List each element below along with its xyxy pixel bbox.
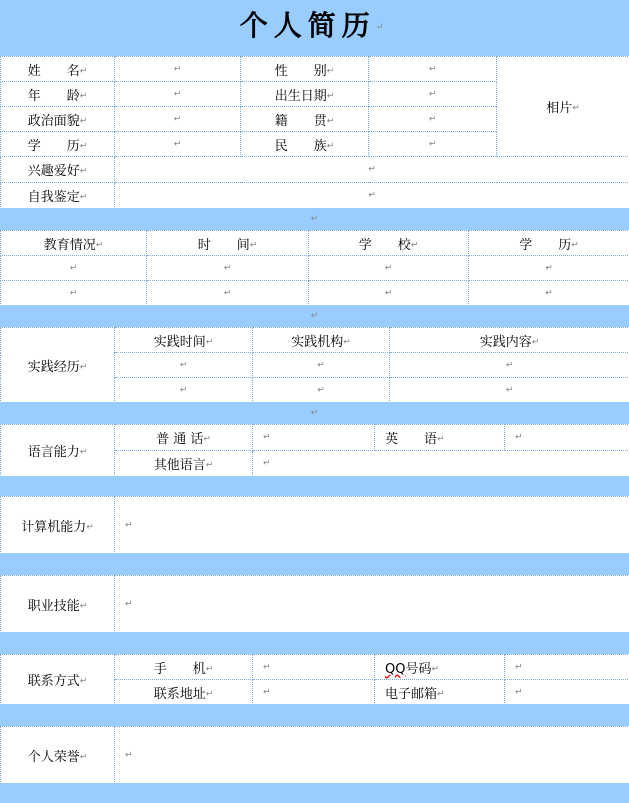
skills-label: 职业技能↵ [1, 576, 115, 633]
mandarin-field[interactable]: ↵ [253, 425, 375, 451]
practice-label: 实践经历↵ [1, 328, 115, 403]
section-separator [0, 553, 629, 575]
section-separator: ↵ [0, 208, 629, 230]
practice-org-header: 实践机构↵ [253, 328, 390, 353]
education-school-header: 学 校↵ [309, 231, 469, 256]
honors-label: 个人荣誉↵ [1, 727, 115, 784]
computer-label: 计算机能力↵ [1, 497, 115, 554]
phone-label: 手 机↵ [115, 655, 253, 680]
practice-time-header: 实践时间↵ [115, 328, 253, 353]
section-separator [0, 476, 629, 496]
qq-field[interactable]: ↵ [505, 655, 629, 680]
education-cell[interactable]: ↵ [469, 281, 629, 306]
honors-table [0, 726, 629, 784]
practice-cell[interactable]: ↵ [253, 353, 390, 378]
section-separator [0, 704, 629, 726]
practice-cell[interactable]: ↵ [390, 353, 629, 378]
education-cell[interactable]: ↵ [147, 256, 309, 281]
education-degree-header: 学 历↵ [469, 231, 629, 256]
politics-label: 政治面貌↵ [1, 107, 115, 132]
honors-field[interactable]: ↵ [115, 727, 629, 784]
contact-label: 联系方式↵ [1, 655, 115, 705]
practice-cell[interactable]: ↵ [115, 353, 253, 378]
practice-cell[interactable]: ↵ [390, 378, 629, 403]
other-language-label: 其他语言↵ [115, 451, 253, 477]
politics-field[interactable]: ↵ [115, 107, 241, 132]
age-field[interactable]: ↵ [115, 82, 241, 107]
basic-info-table [0, 56, 629, 209]
practice-table [0, 327, 629, 403]
other-language-field[interactable]: ↵ [253, 451, 629, 477]
education-cell[interactable]: ↵ [147, 281, 309, 306]
phone-field[interactable]: ↵ [253, 655, 375, 680]
gender-field[interactable]: ↵ [369, 57, 497, 82]
education-cell[interactable]: ↵ [309, 281, 469, 306]
photo-cell[interactable]: 相片↵ [497, 57, 629, 157]
education-time-header: 时 间↵ [147, 231, 309, 256]
gender-label: 性 别↵ [241, 57, 369, 82]
native-place-label: 籍 贯↵ [241, 107, 369, 132]
page-title: 个人简历↵ [239, 9, 390, 42]
education-cell[interactable]: ↵ [309, 256, 469, 281]
self-eval-field[interactable]: ↵ [115, 183, 629, 209]
english-field[interactable]: ↵ [505, 425, 629, 451]
ethnicity-field[interactable]: ↵ [369, 132, 497, 157]
education-table [0, 230, 629, 306]
language-label: 语言能力↵ [1, 425, 115, 477]
practice-cell[interactable]: ↵ [115, 378, 253, 403]
practice-content-header: 实践内容↵ [390, 328, 629, 353]
education-cell[interactable]: ↵ [469, 256, 629, 281]
qq-label: QQ号码↵ [375, 655, 505, 680]
address-label: 联系地址↵ [115, 680, 253, 705]
section-separator: ↵ [0, 402, 629, 424]
skills-table [0, 575, 629, 633]
age-label: 年 龄↵ [1, 82, 115, 107]
education-level-field[interactable]: ↵ [115, 132, 241, 157]
address-field[interactable]: ↵ [253, 680, 375, 705]
english-label: 英 语↵ [375, 425, 505, 451]
education-cell[interactable]: ↵ [1, 281, 147, 306]
section-separator: ↵ [0, 305, 629, 327]
name-label: 姓 名↵ [1, 57, 115, 82]
email-field[interactable]: ↵ [505, 680, 629, 705]
contact-table [0, 654, 629, 705]
hobbies-field[interactable]: ↵ [115, 157, 629, 183]
practice-cell[interactable]: ↵ [253, 378, 390, 403]
self-eval-label: 自我鉴定↵ [1, 183, 115, 209]
skills-field[interactable]: ↵ [115, 576, 629, 633]
email-label: 电子邮箱↵ [375, 680, 505, 705]
birthdate-label: 出生日期↵ [241, 82, 369, 107]
section-separator [0, 632, 629, 654]
bottom-band [0, 783, 629, 803]
language-table [0, 424, 629, 477]
ethnicity-label: 民 族↵ [241, 132, 369, 157]
computer-table [0, 496, 629, 554]
education-level-label: 学 历↵ [1, 132, 115, 157]
birthdate-field[interactable]: ↵ [369, 82, 497, 107]
name-field[interactable]: ↵ [115, 57, 241, 82]
hobbies-label: 兴趣爱好↵ [1, 157, 115, 183]
education-cell[interactable]: ↵ [1, 256, 147, 281]
title-band [0, 0, 629, 56]
native-place-field[interactable]: ↵ [369, 107, 497, 132]
mandarin-label: 普 通 话↵ [115, 425, 253, 451]
computer-field[interactable]: ↵ [115, 497, 629, 554]
education-header: 教育情况↵ [1, 231, 147, 256]
